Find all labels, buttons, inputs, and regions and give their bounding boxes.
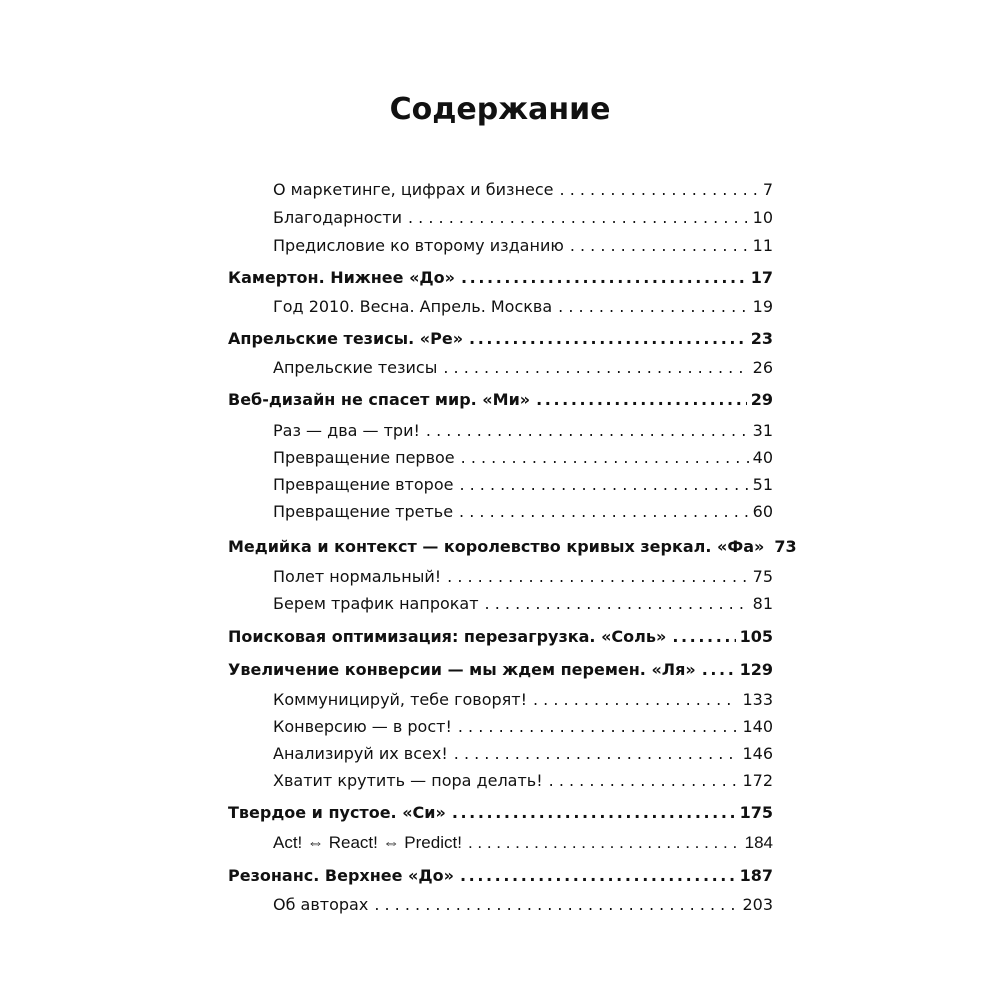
toc-entry[interactable] <box>273 203 773 229</box>
toc-chapter-title: Поисковая оптимизация: перезагрузка. «Соль» <box>228 627 667 646</box>
toc-entry[interactable] <box>273 562 773 588</box>
toc-chapter[interactable] <box>228 655 773 681</box>
toc-chapter[interactable] <box>228 385 773 411</box>
toc-entry[interactable] <box>273 685 773 711</box>
toc-chapter-title: Веб-дизайн не спасет мир. «Ми» <box>228 390 531 409</box>
toc-entry-page: 19 <box>752 297 773 316</box>
leader-dots <box>443 357 748 379</box>
toc-entry-title: Год 2010. Весна. Апрель. Москва <box>273 297 553 316</box>
toc-entry-page: 133 <box>742 690 773 709</box>
toc-entry-title: Полет нормальный! <box>273 567 442 586</box>
toc-chapter-title: Медийка и контекст — королевство кривых зеркал. «Фа» <box>228 537 765 556</box>
leader-dots <box>408 207 749 229</box>
leader-dots <box>374 894 738 916</box>
toc-entry-page: 11 <box>752 236 773 255</box>
toc-entry[interactable] <box>273 470 773 496</box>
leader-dots <box>558 296 748 318</box>
toc-entry-page: 140 <box>742 717 773 736</box>
toc-chapter[interactable] <box>228 263 773 289</box>
toc-chapter-page: 129 <box>739 660 773 679</box>
toc-entry-title: Апрельские тезисы <box>273 358 438 377</box>
toc-chapter-title: Твердое и пустое. «Си» <box>228 803 446 822</box>
toc-entry-title: Act! ⇔ React! ⇔ Predict! <box>273 833 462 852</box>
toc-chapter-title: Камертон. Нижнее «До» <box>228 268 455 287</box>
toc-entry[interactable] <box>273 353 773 379</box>
leader-dots <box>485 593 749 615</box>
toc-entry-title: Превращение первое <box>273 448 455 467</box>
leader-dots <box>454 743 739 765</box>
leader-dots <box>549 770 739 792</box>
toc-entry[interactable] <box>273 890 773 916</box>
toc-entry-title: Берем трафик напрокат <box>273 594 479 613</box>
leader-dots <box>536 389 747 411</box>
toc-entry-page: 26 <box>752 358 773 377</box>
leader-dots <box>461 267 747 289</box>
toc-entry[interactable] <box>273 292 773 318</box>
leader-dots <box>533 689 738 711</box>
toc-entry-title: Об авторах <box>273 895 369 914</box>
leader-dots <box>458 716 739 738</box>
toc-chapter-page: 187 <box>739 866 773 885</box>
toc-chapter-page: 73 <box>774 537 797 556</box>
toc-entry-page: 203 <box>742 895 773 914</box>
toc-chapter-page: 17 <box>750 268 773 287</box>
toc-chapter-page: 105 <box>739 627 773 646</box>
leader-dots <box>447 566 749 588</box>
toc-entry-title: Анализируй их всех! <box>273 744 448 763</box>
toc-chapter-page: 175 <box>739 803 773 822</box>
toc-chapter-page: 23 <box>750 329 773 348</box>
toc-entry[interactable] <box>273 828 773 854</box>
toc-entry-page: 60 <box>752 502 773 521</box>
leader-dots <box>570 235 749 257</box>
toc-entry-page: 81 <box>752 594 773 613</box>
toc-entry[interactable] <box>273 443 773 469</box>
leader-dots <box>452 802 736 824</box>
leader-dots <box>468 832 741 854</box>
leader-dots <box>459 501 749 523</box>
toc-chapter-page: 29 <box>750 390 773 409</box>
toc-entry-page: 10 <box>752 208 773 227</box>
leader-dots <box>672 626 735 648</box>
toc-entry-title: Благодарности <box>273 208 402 227</box>
toc-entry-title: Хватит крутить — пора делать! <box>273 771 543 790</box>
toc-chapter[interactable] <box>228 622 773 648</box>
leader-dots <box>426 420 749 442</box>
toc-chapter[interactable] <box>228 798 773 824</box>
toc-entry-page: 184 <box>744 833 773 852</box>
toc-entry-page: 51 <box>752 475 773 494</box>
toc-entry[interactable] <box>273 589 773 615</box>
leader-dots <box>560 179 759 201</box>
toc-entry-title: Превращение третье <box>273 502 454 521</box>
toc-entry-page: 75 <box>752 567 773 586</box>
toc-chapter-title: Апрельские тезисы. «Ре» <box>228 329 464 348</box>
toc-entry-title: Превращение второе <box>273 475 454 494</box>
toc-chapter-title: Резонанс. Верхнее «До» <box>228 866 454 885</box>
leader-dots <box>460 865 736 887</box>
toc-entry-page: 7 <box>762 180 773 199</box>
page-title: Содержание <box>389 92 611 127</box>
toc-entry[interactable] <box>273 231 773 257</box>
toc-entry-title: Конверсию — в рост! <box>273 717 452 736</box>
toc-chapter-title: Увеличение конверсии — мы ждем перемен. «Ля» <box>228 660 696 679</box>
toc-chapter[interactable] <box>228 861 773 887</box>
toc-entry-page: 31 <box>752 421 773 440</box>
toc-entry[interactable] <box>273 175 773 201</box>
toc-entry-title: О маркетинге, цифрах и бизнесе <box>273 180 554 199</box>
toc-entry[interactable] <box>273 766 773 792</box>
toc-chapter[interactable] <box>228 532 797 558</box>
leader-dots <box>702 659 736 681</box>
toc-entry-title: Раз — два — три! <box>273 421 420 440</box>
toc-entry[interactable] <box>273 712 773 738</box>
toc-entry-page: 40 <box>752 448 773 467</box>
toc-entry[interactable] <box>273 497 773 523</box>
toc-entry-page: 172 <box>742 771 773 790</box>
toc-entry[interactable] <box>273 416 773 442</box>
toc-entry-title: Предисловие ко второму изданию <box>273 236 564 255</box>
toc-entry-page: 146 <box>742 744 773 763</box>
toc-entry[interactable] <box>273 739 773 765</box>
toc-chapter[interactable] <box>228 324 773 350</box>
leader-dots <box>461 447 749 469</box>
toc-entry-title: Коммуницируй, тебе говорят! <box>273 690 527 709</box>
leader-dots <box>469 328 747 350</box>
leader-dots <box>459 474 748 496</box>
